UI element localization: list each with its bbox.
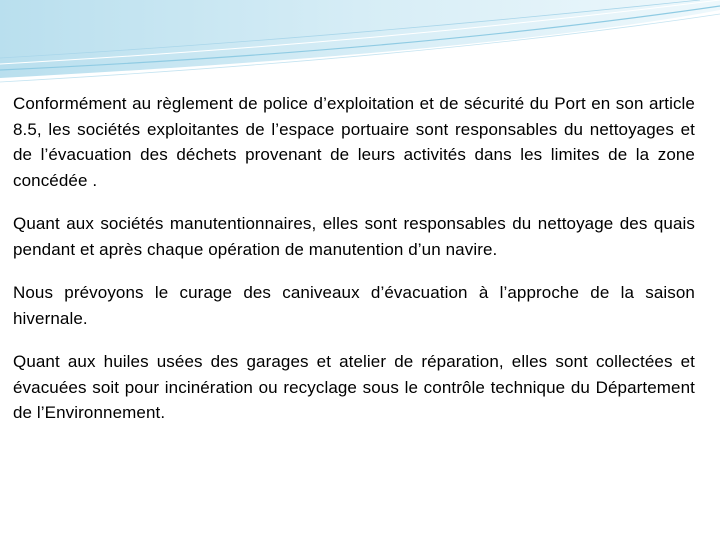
header-wave-decoration [0, 0, 720, 90]
paragraph: Conformément au règlement de police d’exploitation et de sécurité du Port en son article 8.5, les sociétés exploitantes de l’espace portuaire sont responsables du nettoyages et de l’évacuation des déchets provenant de leurs activités dans les limites de la zone concédée . [13, 94, 695, 190]
paragraph: Quant aux huiles usées des garages et atelier de réparation, elles sont collectées et évacuées soit pour incinération ou recyclage sous le contrôle technique du Département de l’Environnement. [13, 352, 695, 422]
text-body [13, 91, 695, 444]
paragraph: Quant aux sociétés manutentionnaires, elles sont responsables du nettoyage des quais pendant et après chaque opération de manutention d’un navire. [13, 214, 695, 259]
paragraph: Nous prévoyons le curage des caniveaux d’évacuation à l’approche de la saison hivernale. [13, 283, 695, 328]
